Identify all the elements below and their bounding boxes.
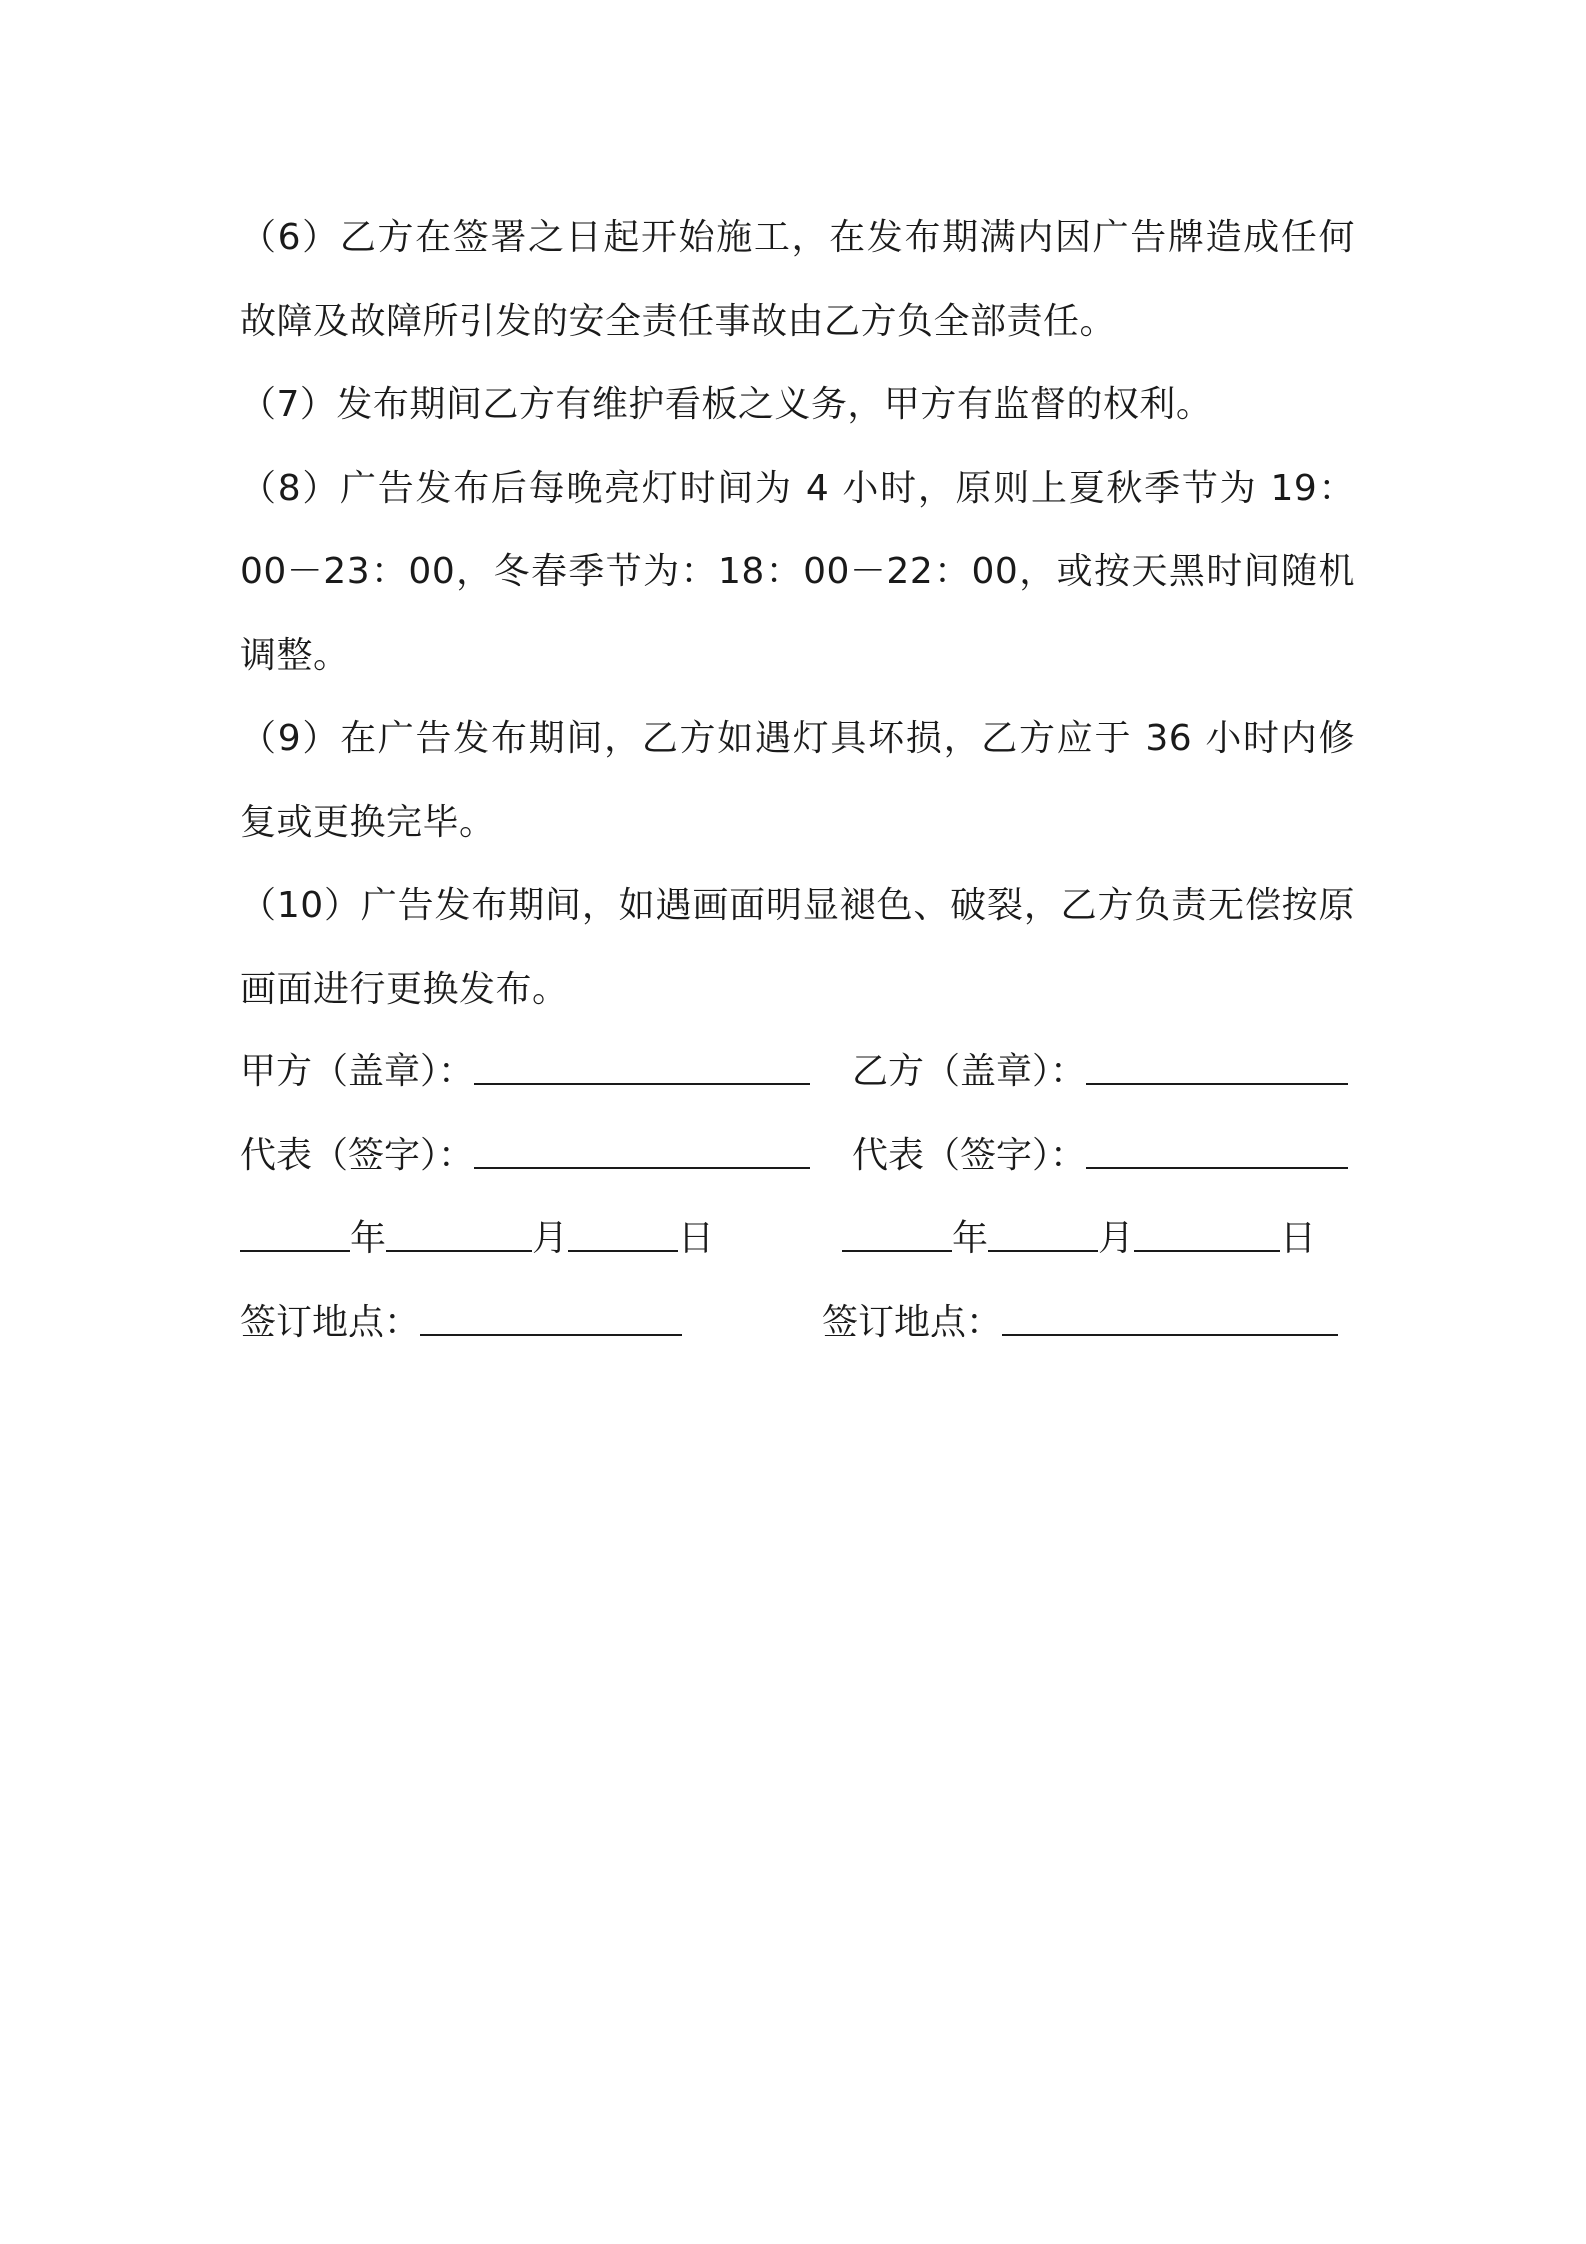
- party-b-date: [842, 1197, 1316, 1281]
- party-a-place-label: 签订地点：: [240, 1301, 421, 1343]
- party-a-seal-blank[interactable]: [474, 1053, 810, 1085]
- clause-10: （10）广告发布期间，如遇画面明显褪色、破裂，乙方负责无偿按原画面进行更换发布。: [240, 885, 1355, 1010]
- party-a-date: [240, 1197, 714, 1281]
- representative-row: [240, 1114, 1355, 1198]
- date-row: [240, 1197, 1355, 1281]
- signature-block: [240, 1030, 1355, 1364]
- party-a-day-blank[interactable]: [568, 1220, 678, 1252]
- place-row: [240, 1281, 1355, 1365]
- party-a-rep-blank[interactable]: [474, 1137, 810, 1169]
- party-a-seal-label: 甲方（盖章）：: [240, 1051, 475, 1092]
- day-label: 日: [678, 1218, 715, 1259]
- party-b-place-label: 签订地点：: [822, 1301, 1003, 1343]
- clause-9: （9）在广告发布期间，乙方如遇灯具坏损，乙方应于 36 小时内修复或更换完毕。: [240, 718, 1355, 843]
- party-a-month-blank[interactable]: [386, 1220, 532, 1252]
- party-b-seal-blank[interactable]: [1086, 1053, 1348, 1085]
- party-b-seal: [852, 1030, 1348, 1114]
- party-b-representative: [852, 1114, 1348, 1198]
- party-b-rep-label: 代表（签字）：: [852, 1134, 1087, 1176]
- clause-7: （7）发布期间乙方有维护看板之义务，甲方有监督的权利。: [240, 384, 1213, 425]
- party-a-place-blank[interactable]: [420, 1304, 682, 1336]
- month-label: 月: [532, 1218, 569, 1259]
- day-label: 日: [1280, 1218, 1317, 1259]
- party-a-place: [240, 1281, 682, 1365]
- month-label: 月: [1098, 1218, 1135, 1259]
- party-b-month-blank[interactable]: [988, 1220, 1098, 1252]
- clause-6: （6）乙方在签署之日起开始施工，在发布期满内因广告牌造成任何故障及故障所引发的安全责任事故由乙方负全部责任。: [240, 217, 1355, 342]
- party-a-year-blank[interactable]: [240, 1220, 350, 1252]
- party-a-seal: [240, 1030, 810, 1114]
- seal-row: [240, 1030, 1355, 1114]
- contract-clauses: [240, 196, 1355, 1031]
- party-a-representative: [240, 1114, 810, 1198]
- party-b-place: [822, 1281, 1338, 1365]
- clause-8: （8）广告发布后每晚亮灯时间为 4 小时，原则上夏秋季节为 19：00－23：00，冬春季节为：18：00－22：00，或按天黑时间随机调整。: [240, 467, 1355, 676]
- party-b-rep-blank[interactable]: [1086, 1137, 1348, 1169]
- party-b-seal-label: 乙方（盖章）：: [852, 1051, 1087, 1092]
- party-b-place-blank[interactable]: [1002, 1304, 1338, 1336]
- year-label: 年: [350, 1218, 387, 1259]
- year-label: 年: [952, 1218, 989, 1259]
- party-a-rep-label: 代表（签字）：: [240, 1134, 475, 1176]
- party-b-day-blank[interactable]: [1134, 1220, 1280, 1252]
- party-b-year-blank[interactable]: [842, 1220, 952, 1252]
